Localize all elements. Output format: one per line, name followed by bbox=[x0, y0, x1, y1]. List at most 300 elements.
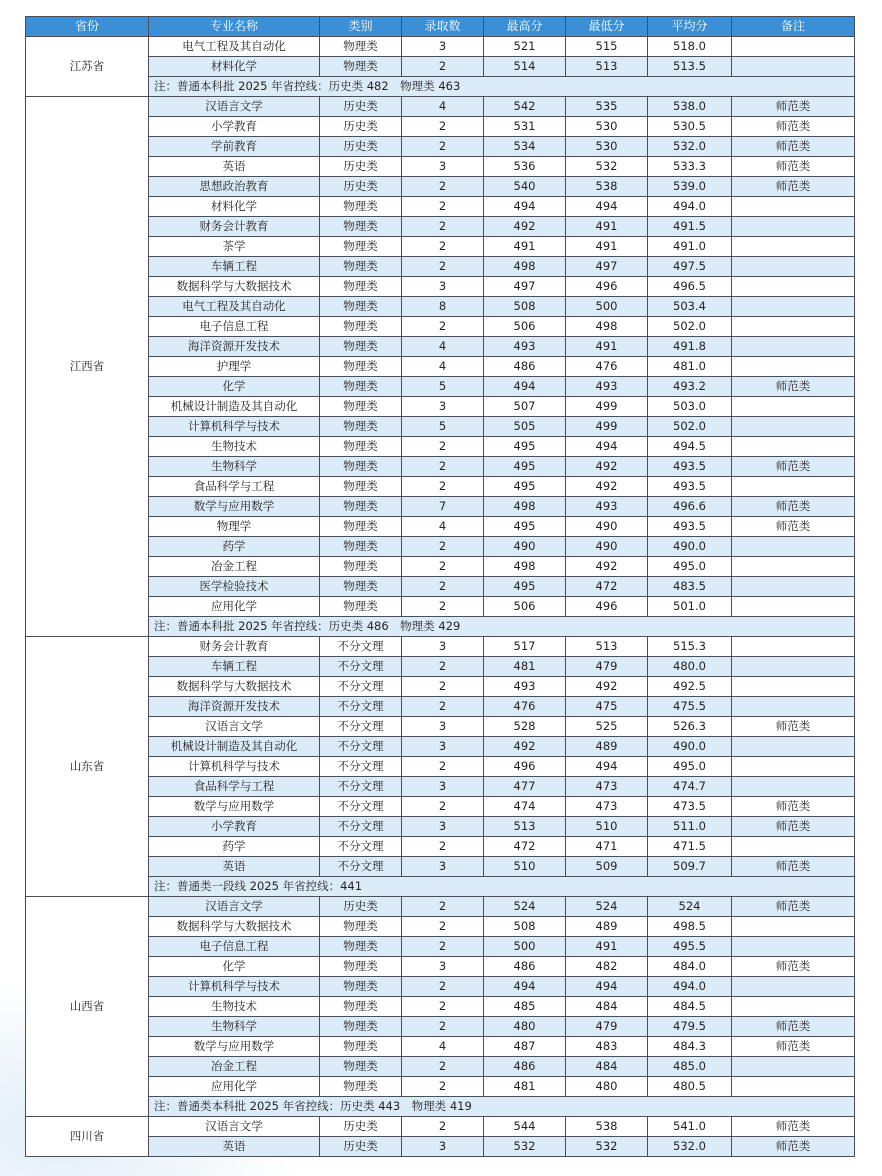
enrolled-cell: 2 bbox=[402, 257, 484, 277]
enrolled-cell: 3 bbox=[402, 957, 484, 977]
remark-cell bbox=[732, 277, 855, 297]
table-row bbox=[26, 117, 855, 137]
table-row bbox=[26, 137, 855, 157]
min-score-cell: 525 bbox=[566, 717, 648, 737]
min-score-header: 最低分 bbox=[566, 17, 648, 37]
major-cell: 汉语言文学 bbox=[149, 717, 320, 737]
province-cell: 山西省 bbox=[26, 897, 149, 1117]
max-score-header: 最高分 bbox=[484, 17, 566, 37]
enrolled-cell: 2 bbox=[402, 1057, 484, 1077]
enrolled-cell: 2 bbox=[402, 697, 484, 717]
major-cell: 英语 bbox=[149, 857, 320, 877]
enrolled-cell: 3 bbox=[402, 717, 484, 737]
min-score-cell: 482 bbox=[566, 957, 648, 977]
category-cell: 历史类 bbox=[320, 177, 402, 197]
max-score-cell: 495 bbox=[484, 437, 566, 457]
table-row bbox=[26, 577, 855, 597]
table-row bbox=[26, 337, 855, 357]
avg-score-cell: 526.3 bbox=[648, 717, 732, 737]
avg-score-cell: 501.0 bbox=[648, 597, 732, 617]
table-header bbox=[26, 17, 855, 37]
max-score-cell: 476 bbox=[484, 697, 566, 717]
category-cell: 不分文理 bbox=[320, 717, 402, 737]
major-cell: 电气工程及其自动化 bbox=[149, 37, 320, 57]
max-score-cell: 506 bbox=[484, 317, 566, 337]
province-note: 注：普通类本科批 2025 年省控线：历史类 443 物理类 419 bbox=[149, 1097, 855, 1117]
remark-cell bbox=[732, 1057, 855, 1077]
major-cell: 小学教育 bbox=[149, 817, 320, 837]
max-score-cell: 495 bbox=[484, 517, 566, 537]
remark-cell bbox=[732, 317, 855, 337]
category-cell: 物理类 bbox=[320, 437, 402, 457]
remark-cell: 师范类 bbox=[732, 157, 855, 177]
max-score-cell: 495 bbox=[484, 457, 566, 477]
table-row bbox=[26, 397, 855, 417]
enrolled-cell: 2 bbox=[402, 237, 484, 257]
min-score-cell: 494 bbox=[566, 437, 648, 457]
enrolled-cell: 2 bbox=[402, 177, 484, 197]
avg-score-cell: 494.0 bbox=[648, 977, 732, 997]
table-row bbox=[26, 97, 855, 117]
table-row bbox=[26, 257, 855, 277]
province-header: 省份 bbox=[26, 17, 149, 37]
max-score-cell: 492 bbox=[484, 217, 566, 237]
avg-score-cell: 490.0 bbox=[648, 537, 732, 557]
major-cell: 护理学 bbox=[149, 357, 320, 377]
province-cell: 山东省 bbox=[26, 637, 149, 897]
remark-cell: 师范类 bbox=[732, 1017, 855, 1037]
table-row bbox=[26, 317, 855, 337]
min-score-cell: 490 bbox=[566, 517, 648, 537]
max-score-cell: 544 bbox=[484, 1117, 566, 1137]
avg-score-cell: 502.0 bbox=[648, 317, 732, 337]
category-cell: 物理类 bbox=[320, 337, 402, 357]
max-score-cell: 485 bbox=[484, 997, 566, 1017]
enrolled-cell: 2 bbox=[402, 897, 484, 917]
avg-score-cell: 484.0 bbox=[648, 957, 732, 977]
avg-score-cell: 493.2 bbox=[648, 377, 732, 397]
major-header: 专业名称 bbox=[149, 17, 320, 37]
enrolled-cell: 3 bbox=[402, 817, 484, 837]
max-score-cell: 497 bbox=[484, 277, 566, 297]
table-row bbox=[26, 657, 855, 677]
category-cell: 物理类 bbox=[320, 37, 402, 57]
table-row bbox=[26, 1137, 855, 1157]
table-row bbox=[26, 197, 855, 217]
avg-score-cell: 493.5 bbox=[648, 477, 732, 497]
table-row bbox=[26, 217, 855, 237]
category-cell: 物理类 bbox=[320, 457, 402, 477]
avg-score-cell: 474.7 bbox=[648, 777, 732, 797]
remark-cell: 师范类 bbox=[732, 797, 855, 817]
max-score-cell: 508 bbox=[484, 297, 566, 317]
max-score-cell: 486 bbox=[484, 357, 566, 377]
category-cell: 物理类 bbox=[320, 957, 402, 977]
category-cell: 不分文理 bbox=[320, 757, 402, 777]
category-cell: 物理类 bbox=[320, 237, 402, 257]
avg-score-cell: 503.4 bbox=[648, 297, 732, 317]
major-cell: 车辆工程 bbox=[149, 657, 320, 677]
min-score-cell: 515 bbox=[566, 37, 648, 57]
min-score-cell: 491 bbox=[566, 937, 648, 957]
remark-cell: 师范类 bbox=[732, 137, 855, 157]
avg-score-cell: 511.0 bbox=[648, 817, 732, 837]
major-cell: 化学 bbox=[149, 957, 320, 977]
major-cell: 生物科学 bbox=[149, 1017, 320, 1037]
major-cell: 车辆工程 bbox=[149, 257, 320, 277]
enrolled-cell: 2 bbox=[402, 997, 484, 1017]
remark-cell bbox=[732, 637, 855, 657]
min-score-cell: 492 bbox=[566, 677, 648, 697]
remark-cell bbox=[732, 1077, 855, 1097]
avg-score-cell: 491.0 bbox=[648, 237, 732, 257]
enrolled-cell: 2 bbox=[402, 557, 484, 577]
table-row bbox=[26, 537, 855, 557]
avg-score-cell: 524 bbox=[648, 897, 732, 917]
major-cell: 财务会计教育 bbox=[149, 637, 320, 657]
avg-score-cell: 503.0 bbox=[648, 397, 732, 417]
avg-score-cell: 541.0 bbox=[648, 1117, 732, 1137]
remark-cell: 师范类 bbox=[732, 1137, 855, 1157]
category-cell: 物理类 bbox=[320, 377, 402, 397]
enrolled-cell: 2 bbox=[402, 1017, 484, 1037]
remark-cell bbox=[732, 297, 855, 317]
major-cell: 数学与应用数学 bbox=[149, 497, 320, 517]
category-cell: 物理类 bbox=[320, 1077, 402, 1097]
major-cell: 计算机科学与技术 bbox=[149, 977, 320, 997]
table-row bbox=[26, 437, 855, 457]
major-cell: 思想政治教育 bbox=[149, 177, 320, 197]
min-score-cell: 496 bbox=[566, 277, 648, 297]
remark-cell bbox=[732, 777, 855, 797]
avg-score-cell: 492.5 bbox=[648, 677, 732, 697]
avg-score-cell: 471.5 bbox=[648, 837, 732, 857]
remark-cell bbox=[732, 57, 855, 77]
min-score-cell: 471 bbox=[566, 837, 648, 857]
category-cell: 物理类 bbox=[320, 557, 402, 577]
category-cell: 物理类 bbox=[320, 297, 402, 317]
category-cell: 不分文理 bbox=[320, 817, 402, 837]
major-cell: 计算机科学与技术 bbox=[149, 417, 320, 437]
enrolled-cell: 4 bbox=[402, 337, 484, 357]
remark-cell: 师范类 bbox=[732, 1037, 855, 1057]
max-score-cell: 507 bbox=[484, 397, 566, 417]
enrolled-cell: 8 bbox=[402, 297, 484, 317]
category-cell: 物理类 bbox=[320, 197, 402, 217]
avg-score-cell: 513.5 bbox=[648, 57, 732, 77]
table-row bbox=[26, 1037, 855, 1057]
table-body bbox=[26, 37, 855, 1157]
max-score-cell: 494 bbox=[484, 197, 566, 217]
avg-score-cell: 496.6 bbox=[648, 497, 732, 517]
max-score-cell: 521 bbox=[484, 37, 566, 57]
category-cell: 不分文理 bbox=[320, 837, 402, 857]
max-score-cell: 498 bbox=[484, 257, 566, 277]
enrolled-cell: 3 bbox=[402, 277, 484, 297]
max-score-cell: 481 bbox=[484, 657, 566, 677]
remark-cell bbox=[732, 37, 855, 57]
min-score-cell: 484 bbox=[566, 1057, 648, 1077]
enrolled-cell: 2 bbox=[402, 677, 484, 697]
remark-cell bbox=[732, 417, 855, 437]
remark-cell bbox=[732, 917, 855, 937]
max-score-cell: 505 bbox=[484, 417, 566, 437]
table-row bbox=[26, 857, 855, 877]
table-row bbox=[26, 497, 855, 517]
enrolled-cell: 2 bbox=[402, 537, 484, 557]
enrolled-cell: 3 bbox=[402, 37, 484, 57]
province-note: 注：普通本科批 2025 年省控线：历史类 486 物理类 429 bbox=[149, 617, 855, 637]
major-cell: 财务会计教育 bbox=[149, 217, 320, 237]
avg-score-cell: 497.5 bbox=[648, 257, 732, 277]
remark-cell: 师范类 bbox=[732, 117, 855, 137]
table-row bbox=[26, 997, 855, 1017]
enrolled-cell: 3 bbox=[402, 637, 484, 657]
remark-cell bbox=[732, 757, 855, 777]
avg-score-cell: 493.5 bbox=[648, 457, 732, 477]
category-cell: 历史类 bbox=[320, 1117, 402, 1137]
major-cell: 数据科学与大数据技术 bbox=[149, 677, 320, 697]
category-cell: 物理类 bbox=[320, 517, 402, 537]
province-cell: 江苏省 bbox=[26, 37, 149, 97]
max-score-cell: 494 bbox=[484, 977, 566, 997]
enrolled-cell: 2 bbox=[402, 977, 484, 997]
category-cell: 物理类 bbox=[320, 917, 402, 937]
min-score-cell: 489 bbox=[566, 917, 648, 937]
min-score-cell: 510 bbox=[566, 817, 648, 837]
table-row bbox=[26, 977, 855, 997]
table-row bbox=[26, 157, 855, 177]
enrolled-cell: 2 bbox=[402, 317, 484, 337]
major-cell: 应用化学 bbox=[149, 597, 320, 617]
min-score-cell: 494 bbox=[566, 977, 648, 997]
category-cell: 物理类 bbox=[320, 937, 402, 957]
min-score-cell: 499 bbox=[566, 417, 648, 437]
enrolled-cell: 5 bbox=[402, 417, 484, 437]
max-score-cell: 513 bbox=[484, 817, 566, 837]
min-score-cell: 472 bbox=[566, 577, 648, 597]
major-cell: 电子信息工程 bbox=[149, 317, 320, 337]
remark-cell bbox=[732, 997, 855, 1017]
admission-scores-table bbox=[25, 16, 855, 1157]
max-score-cell: 514 bbox=[484, 57, 566, 77]
table-row bbox=[26, 277, 855, 297]
enrolled-cell: 2 bbox=[402, 57, 484, 77]
max-score-cell: 481 bbox=[484, 1077, 566, 1097]
note-row bbox=[26, 77, 855, 97]
max-score-cell: 540 bbox=[484, 177, 566, 197]
remark-cell bbox=[732, 237, 855, 257]
avg-score-cell: 480.0 bbox=[648, 657, 732, 677]
avg-score-cell: 485.0 bbox=[648, 1057, 732, 1077]
remark-cell bbox=[732, 737, 855, 757]
major-cell: 生物技术 bbox=[149, 437, 320, 457]
max-score-cell: 498 bbox=[484, 557, 566, 577]
header-row bbox=[26, 17, 855, 37]
avg-score-cell: 475.5 bbox=[648, 697, 732, 717]
max-score-cell: 493 bbox=[484, 677, 566, 697]
category-cell: 历史类 bbox=[320, 97, 402, 117]
max-score-cell: 534 bbox=[484, 137, 566, 157]
remark-cell bbox=[732, 677, 855, 697]
enrolled-cell: 2 bbox=[402, 657, 484, 677]
enrolled-cell: 3 bbox=[402, 857, 484, 877]
enrolled-cell: 2 bbox=[402, 1077, 484, 1097]
enrolled-cell: 4 bbox=[402, 97, 484, 117]
category-cell: 物理类 bbox=[320, 577, 402, 597]
category-cell: 不分文理 bbox=[320, 657, 402, 677]
remark-cell: 师范类 bbox=[732, 817, 855, 837]
avg-score-cell: 484.5 bbox=[648, 997, 732, 1017]
major-cell: 生物技术 bbox=[149, 997, 320, 1017]
table-row bbox=[26, 477, 855, 497]
avg-score-cell: 490.0 bbox=[648, 737, 732, 757]
remark-cell bbox=[732, 197, 855, 217]
table-row bbox=[26, 377, 855, 397]
major-cell: 冶金工程 bbox=[149, 1057, 320, 1077]
province-cell: 四川省 bbox=[26, 1117, 149, 1157]
enrolled-cell: 2 bbox=[402, 437, 484, 457]
max-score-cell: 491 bbox=[484, 237, 566, 257]
table-row bbox=[26, 917, 855, 937]
remark-cell: 师范类 bbox=[732, 497, 855, 517]
min-score-cell: 483 bbox=[566, 1037, 648, 1057]
max-score-cell: 528 bbox=[484, 717, 566, 737]
table-row bbox=[26, 677, 855, 697]
max-score-cell: 532 bbox=[484, 1137, 566, 1157]
enrolled-cell: 2 bbox=[402, 457, 484, 477]
min-score-cell: 473 bbox=[566, 797, 648, 817]
major-cell: 电气工程及其自动化 bbox=[149, 297, 320, 317]
category-cell: 不分文理 bbox=[320, 677, 402, 697]
major-cell: 生物科学 bbox=[149, 457, 320, 477]
category-cell: 物理类 bbox=[320, 597, 402, 617]
category-cell: 物理类 bbox=[320, 277, 402, 297]
enrolled-cell: 2 bbox=[402, 837, 484, 857]
major-cell: 数学与应用数学 bbox=[149, 1037, 320, 1057]
max-score-cell: 500 bbox=[484, 937, 566, 957]
min-score-cell: 524 bbox=[566, 897, 648, 917]
enrolled-cell: 2 bbox=[402, 1117, 484, 1137]
remark-cell bbox=[732, 937, 855, 957]
remark-cell bbox=[732, 437, 855, 457]
avg-score-cell: 495.0 bbox=[648, 557, 732, 577]
category-cell: 物理类 bbox=[320, 537, 402, 557]
remark-cell bbox=[732, 217, 855, 237]
table-row bbox=[26, 897, 855, 917]
max-score-cell: 487 bbox=[484, 1037, 566, 1057]
major-cell: 汉语言文学 bbox=[149, 1117, 320, 1137]
table-row bbox=[26, 1117, 855, 1137]
max-score-cell: 472 bbox=[484, 837, 566, 857]
avg-score-cell: 532.0 bbox=[648, 137, 732, 157]
min-score-cell: 476 bbox=[566, 357, 648, 377]
table-row bbox=[26, 637, 855, 657]
max-score-cell: 498 bbox=[484, 497, 566, 517]
max-score-cell: 474 bbox=[484, 797, 566, 817]
remark-cell bbox=[732, 977, 855, 997]
category-cell: 物理类 bbox=[320, 217, 402, 237]
avg-score-cell: 539.0 bbox=[648, 177, 732, 197]
enrolled-cell: 4 bbox=[402, 1037, 484, 1057]
category-cell: 历史类 bbox=[320, 137, 402, 157]
major-cell: 材料化学 bbox=[149, 57, 320, 77]
min-score-cell: 493 bbox=[566, 497, 648, 517]
category-cell: 物理类 bbox=[320, 1057, 402, 1077]
min-score-cell: 475 bbox=[566, 697, 648, 717]
major-cell: 医学检验技术 bbox=[149, 577, 320, 597]
avg-score-cell: 480.5 bbox=[648, 1077, 732, 1097]
enrolled-cell: 3 bbox=[402, 1137, 484, 1157]
category-cell: 历史类 bbox=[320, 117, 402, 137]
category-cell: 物理类 bbox=[320, 997, 402, 1017]
major-cell: 材料化学 bbox=[149, 197, 320, 217]
major-cell: 食品科学与工程 bbox=[149, 777, 320, 797]
table-row bbox=[26, 297, 855, 317]
table-row bbox=[26, 797, 855, 817]
remark-cell bbox=[732, 697, 855, 717]
category-cell: 物理类 bbox=[320, 57, 402, 77]
min-score-cell: 480 bbox=[566, 1077, 648, 1097]
province-note: 注：普通本科批 2025 年省控线：历史类 482 物理类 463 bbox=[149, 77, 855, 97]
major-cell: 药学 bbox=[149, 837, 320, 857]
major-cell: 计算机科学与技术 bbox=[149, 757, 320, 777]
min-score-cell: 513 bbox=[566, 637, 648, 657]
min-score-cell: 490 bbox=[566, 537, 648, 557]
table-row bbox=[26, 557, 855, 577]
major-cell: 数学与应用数学 bbox=[149, 797, 320, 817]
category-cell: 物理类 bbox=[320, 477, 402, 497]
min-score-cell: 530 bbox=[566, 117, 648, 137]
note-row bbox=[26, 617, 855, 637]
category-cell: 历史类 bbox=[320, 157, 402, 177]
min-score-cell: 532 bbox=[566, 1137, 648, 1157]
max-score-cell: 495 bbox=[484, 477, 566, 497]
min-score-cell: 494 bbox=[566, 757, 648, 777]
min-score-cell: 496 bbox=[566, 597, 648, 617]
remark-cell: 师范类 bbox=[732, 377, 855, 397]
category-cell: 不分文理 bbox=[320, 797, 402, 817]
major-cell: 机械设计制造及其自动化 bbox=[149, 397, 320, 417]
category-cell: 不分文理 bbox=[320, 857, 402, 877]
avg-score-cell: 515.3 bbox=[648, 637, 732, 657]
min-score-cell: 509 bbox=[566, 857, 648, 877]
remark-cell bbox=[732, 477, 855, 497]
avg-score-cell: 494.0 bbox=[648, 197, 732, 217]
enrolled-cell: 2 bbox=[402, 217, 484, 237]
category-cell: 物理类 bbox=[320, 1037, 402, 1057]
min-score-cell: 491 bbox=[566, 217, 648, 237]
category-cell: 不分文理 bbox=[320, 737, 402, 757]
max-score-cell: 508 bbox=[484, 917, 566, 937]
note-row bbox=[26, 877, 855, 897]
table-row bbox=[26, 57, 855, 77]
min-score-cell: 492 bbox=[566, 557, 648, 577]
major-cell: 化学 bbox=[149, 377, 320, 397]
avg-score-cell: 502.0 bbox=[648, 417, 732, 437]
major-cell: 食品科学与工程 bbox=[149, 477, 320, 497]
max-score-cell: 477 bbox=[484, 777, 566, 797]
enrolled-cell: 5 bbox=[402, 377, 484, 397]
remark-cell bbox=[732, 557, 855, 577]
max-score-cell: 517 bbox=[484, 637, 566, 657]
min-score-cell: 493 bbox=[566, 377, 648, 397]
remark-cell: 师范类 bbox=[732, 857, 855, 877]
min-score-cell: 491 bbox=[566, 337, 648, 357]
table-row bbox=[26, 457, 855, 477]
min-score-cell: 499 bbox=[566, 397, 648, 417]
avg-score-cell: 495.5 bbox=[648, 937, 732, 957]
